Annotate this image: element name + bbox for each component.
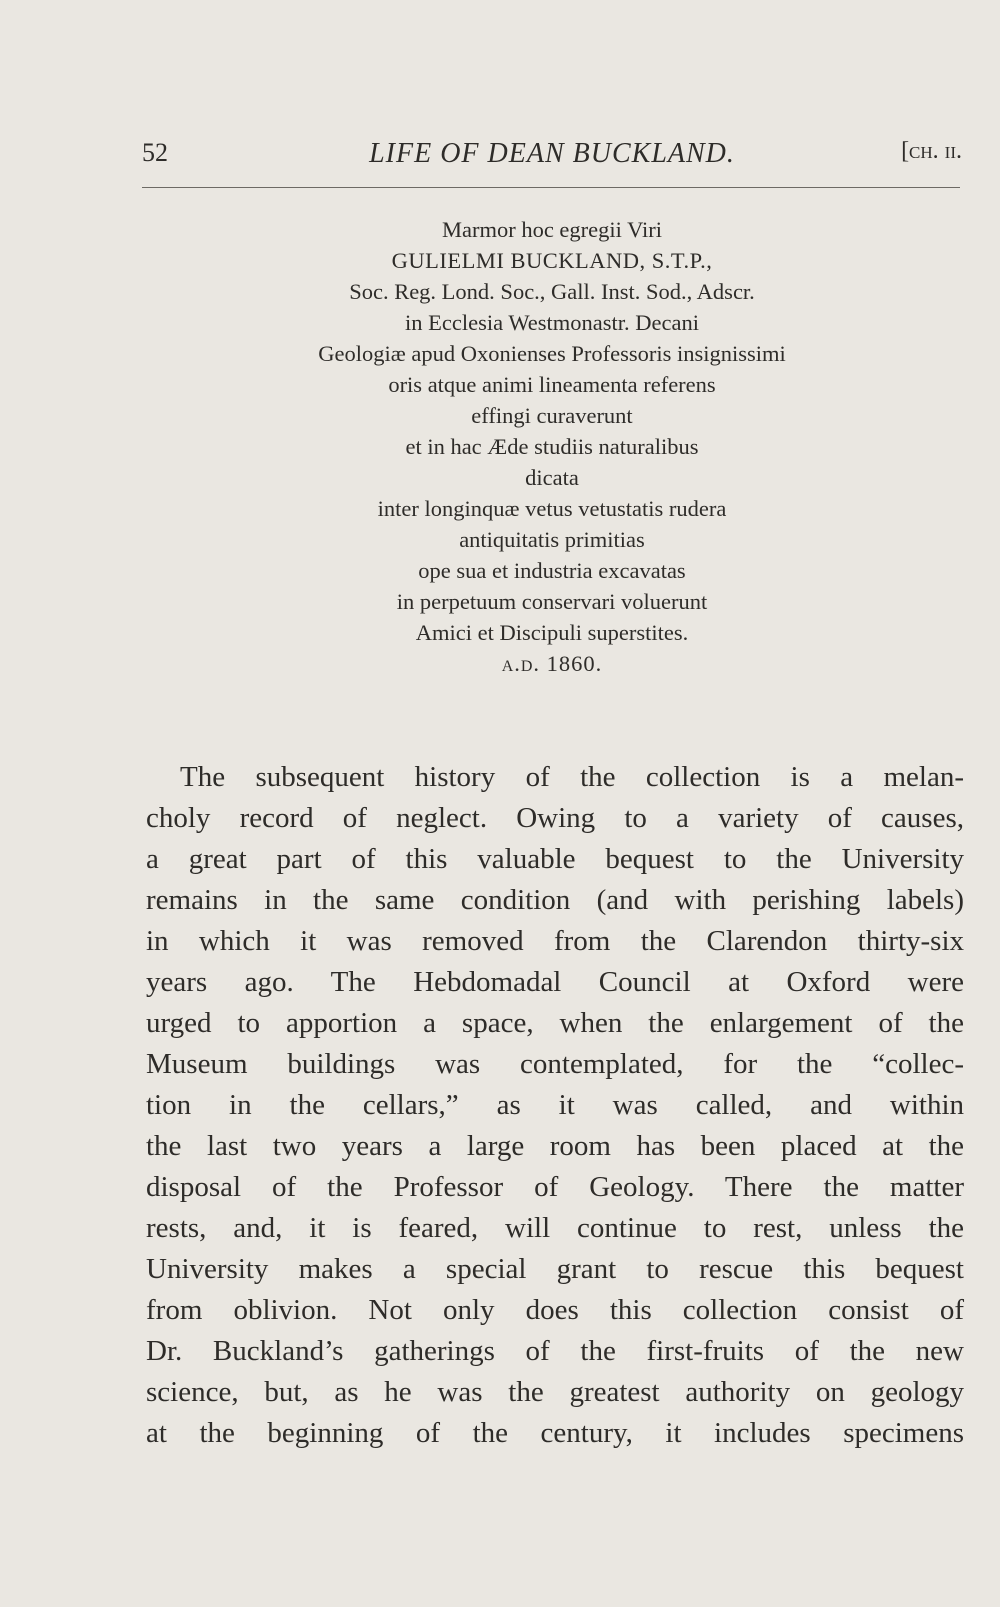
text-line: a great part of this valuable bequest to the University	[146, 843, 964, 875]
header-rule	[142, 187, 960, 188]
page-number: 52	[142, 138, 168, 167]
inscription-line: GULIELMI BUCKLAND, S.T.P.,	[391, 248, 713, 273]
inscription-line: Soc. Reg. Lond. Soc., Gall. Inst. Sod., Adscr.	[349, 279, 755, 304]
text-line: urged to apportion a space, when the enlargement of the	[146, 1007, 964, 1039]
inscription-line: oris atque animi lineamenta referens	[388, 372, 716, 397]
inscription-line: et in hac Æde studiis naturalibus	[405, 434, 699, 459]
text-line: years ago. The Hebdomadal Council at Oxford were	[146, 966, 964, 998]
inscription-line: antiquitatis primitias	[459, 527, 645, 552]
text-line: disposal of the Professor of Geology. There the matter	[146, 1171, 964, 1203]
inscription-block	[142, 214, 962, 679]
inscription-line: inter longinquæ vetus vetustatis rudera	[377, 496, 727, 521]
text-line: Dr. Buckland’s gatherings of the first-fruits of the new	[146, 1335, 964, 1367]
text-line: The subsequent history of the collection is a melan-	[180, 761, 964, 793]
text-line: science, but, as he was the greatest authority on geology	[146, 1376, 964, 1408]
running-header	[142, 138, 962, 178]
body-paragraph	[146, 757, 964, 1454]
inscription-line: Marmor hoc egregii Viri	[441, 217, 663, 242]
text-line: remains in the same condition (and with perishing labels)	[146, 884, 964, 916]
inscription-line: Geologiæ apud Oxonienses Professoris insignissimi	[318, 341, 786, 366]
inscription-date: a.d. 1860.	[501, 651, 603, 676]
inscription-line: dicata	[525, 465, 579, 490]
inscription-line: Amici et Discipuli superstites.	[415, 620, 689, 645]
text-line: rests, and, it is feared, will continue to rest, unless the	[146, 1212, 964, 1244]
running-title: LIFE OF DEAN BUCKLAND.	[369, 138, 735, 169]
inscription-line: in Ecclesia Westmonastr. Decani	[405, 310, 699, 335]
text-line: the last two years a large room has been placed at the	[146, 1130, 964, 1162]
text-line: choly record of neglect. Owing to a variety of causes,	[146, 802, 964, 834]
text-line: at the beginning of the century, it includes specimens	[146, 1417, 964, 1449]
text-line: from oblivion. Not only does this collection consist of	[146, 1294, 964, 1326]
text-line: in which it was removed from the Clarendon thirty-six	[146, 925, 964, 957]
text-line: tion in the cellars,” as it was called, and within	[146, 1089, 964, 1121]
text-line: Museum buildings was contemplated, for the “collec-	[146, 1048, 964, 1080]
chapter-marker: [ch. ii.	[901, 138, 962, 164]
inscription-line: effingi curaverunt	[471, 403, 633, 428]
text-line: University makes a special grant to rescue this bequest	[146, 1253, 964, 1285]
inscription-line: ope sua et industria excavatas	[418, 558, 686, 583]
inscription-line: in perpetuum conservari voluerunt	[396, 589, 708, 614]
